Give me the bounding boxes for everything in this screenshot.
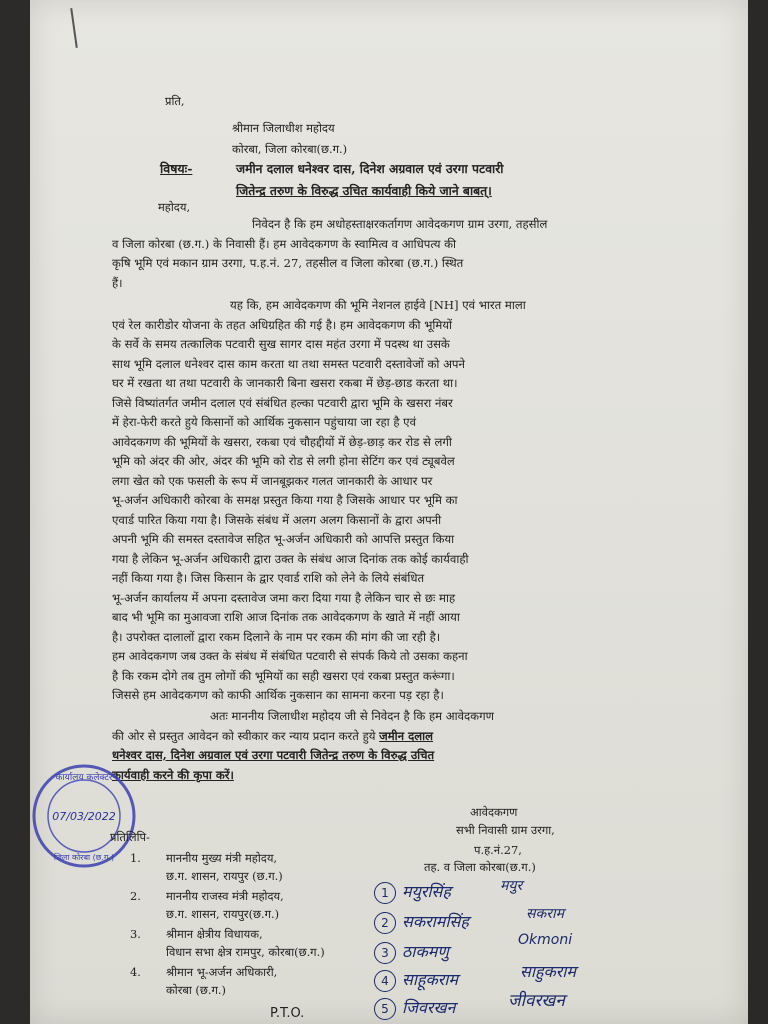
sig-num: 2 (374, 912, 396, 934)
subject-line2: जितेन्द्र तरुण के विरुद्ध उचित कार्यवाही किये जाने बाबत्। (236, 183, 492, 198)
signature-scribble: साहुकराम (520, 962, 577, 981)
signature-5 (374, 996, 455, 1020)
copy-item-line1: श्रीमान भू-अर्जन अधिकारी, (166, 965, 278, 979)
para1-line: हैं। (112, 275, 123, 290)
para2-line: यह कि, हम आवेदकगण की भूमि नेशनल हाईवे [NH] एवं भारत माला (230, 298, 526, 312)
copy-item-line1: माननीय राजस्व मंत्री महोदय, (166, 889, 284, 903)
para2-line: भू-अर्जन कार्यालय में अपना दस्तावेज जमा करा दिया गया है लेकिन चार से छः माह (112, 590, 456, 605)
para2-line: लगा खेत को एक फसली के रूप में जानबूझकर गलत जानकारी के आधार पर (112, 473, 433, 488)
sig-name: मयुरसिंह (402, 882, 451, 901)
para2-line: है कि रकम दोगे तब तुम लोगों की भूमियों का सही खसरा एवं रकबा प्रस्तुत करूंगा। (112, 668, 455, 683)
para3-line2 (112, 727, 596, 747)
copy-item-num: 3. (130, 927, 141, 941)
sig-num: 5 (374, 998, 396, 1020)
applicants-line1: सभी निवासी ग्राम उरगा, (456, 823, 555, 837)
subject-label: विषयः- (160, 161, 193, 176)
para2-line: अपनी भूमि की समस्त दस्तावेज सहित भू-अर्जन अधिकारी को आपत्ति प्रस्तुत किया (112, 532, 455, 546)
office-stamp (30, 762, 138, 870)
stamp-date: 07/03/2022 (52, 810, 116, 823)
addressee-line1: श्रीमान जिलाधीश महोदय (232, 121, 335, 135)
paragraph-2 (112, 296, 596, 706)
stamp-text-bottom: जिला कोरबा (छ.ग.) (53, 853, 115, 862)
signature-scribble: Okmoni (518, 932, 573, 948)
signature-4 (374, 968, 458, 992)
applicants-line2: प.ह.नं.27, (474, 843, 522, 857)
para1-line: कृषि भूमि एवं मकान ग्राम उरगा, प.ह.नं. 27, तहसील व जिला कोरबा (छ.ग.) स्थित (112, 256, 464, 270)
para2-line: गया है लेकिन भू-अर्जन अधिकारी द्वारा उक्त के संबंध आज दिनांक तक कोई कार्यवाही (112, 551, 469, 566)
para1-line: निवेदन है कि हम अधोहस्ताक्षरकर्तागण आवेदकगण ग्राम उरगा, तहसील (252, 217, 548, 231)
signature-scribble: जीवरखन (508, 991, 565, 1011)
addressee-line2: कोरबा, जिला कोरबा(छ.ग.) (232, 142, 348, 156)
copy-item-line2: विधान सभा क्षेत्र रामपुर, कोरबा(छ.ग.) (166, 945, 325, 959)
para3-line1: अतः माननीय जिलाधीश महोदय जी से निवेदन है कि हम आवेदकगण (210, 709, 494, 723)
para2-line: आवेदकगण की भूमियों के खसरा, रकबा एवं चौहद्दीयों में छेड़-छाड़ कर रोड से लगी (112, 434, 452, 449)
signature-scribble: मयुर (500, 878, 523, 894)
para2-line: बाद भी भूमि का मुआवजा राशि आज दिनांक तक आवेदकगण के खाते में नहीं आया (112, 610, 460, 624)
copy-item-num: 1. (130, 851, 141, 865)
subject-line1: जमीन दलाल धनेश्वर दास, दिनेश अग्रवाल एवं उरगा पटवारी (236, 161, 504, 176)
para2-line: में हेरा-फेरी करते हुये किसानों को आर्थिक नुकसान पहुंचाया जा रहा है एवं (112, 415, 417, 429)
sig-num: 4 (374, 970, 396, 992)
applicants-title: आवेदकगण (470, 805, 518, 819)
stamp-text-top: कार्यालय कलेक्टर (55, 773, 113, 783)
paragraph-1 (112, 215, 596, 293)
copy-item-num: 2. (130, 889, 141, 903)
para3-line3: धनेश्वर दास, दिनेश अग्रवाल एवं उरगा पटवारी जितेन्द्र तरुण के विरुद्ध उचित (112, 748, 435, 762)
copy-item-line2: छ.ग. शासन, रायपुर(छ.ग.) (166, 907, 280, 921)
applicants-line3: तह. व जिला कोरबा(छ.ग.) (424, 860, 536, 874)
salutation: महोदय, (158, 200, 191, 214)
staple-mark (70, 8, 78, 48)
para2-line: जिससे हम आवेदकगण को काफी आर्थिक नुकसान का सामना करना पड़ रहा है। (112, 688, 444, 702)
sig-name: जिवरखन (402, 998, 456, 1017)
copy-item-line2: कोरबा (छ.ग.) (166, 983, 226, 997)
para2-line: है। उपरोक्त दालालों द्वारा रकम दिलाने के नाम पर रकम की मांग की जा रही है। (112, 629, 441, 644)
para2-line: एवार्ड पारित किया गया है। जिसके संबंध में अलग अलग किसानों के द्वारा अपनी (112, 512, 442, 527)
paragraph-3 (112, 707, 596, 785)
copy-to-title: प्रतिलिपि- (110, 830, 150, 844)
signature-2 (374, 910, 469, 934)
signature-3 (374, 940, 449, 964)
para2-line: घर में रखता था तथा पटवारी के जानकारी बिना खसरा रकबा में छेड़-छाड करता था। (112, 376, 458, 390)
para2-line: साथ भूमि दलाल धनेश्वर दास काम करता था तथा समस्त पटवारी दस्तावेजों को अपने (112, 356, 465, 371)
para2-line: नहीं किया गया है। जिस किसान के द्वार एवार्ड राशि को लेने के लिये संबंधित (112, 571, 425, 585)
para3-line2-bold: जमीन दलाल (379, 728, 434, 743)
para1-line: व जिला कोरबा (छ.ग.) के निवासी हैं। हम आवेदकगण के स्वामित्व व आधिपत्य की (112, 236, 457, 251)
signature-1 (374, 880, 451, 904)
prati-label: प्रति, (165, 94, 185, 108)
sig-name: सकरामसिंह (402, 912, 469, 931)
copy-item-line1: श्रीमान क्षेत्रीय विधायक, (166, 927, 263, 941)
sig-num: 3 (374, 942, 396, 964)
para3-line2-plain: की ओर से प्रस्तुत आवेदन को स्वीकार कर न्याय प्रदान करते हुये (112, 728, 376, 743)
copy-item-num: 4. (130, 965, 141, 979)
para3-line4: कार्यवाही करने की कृपा करें। (112, 767, 234, 782)
pto-footer: P.T.O. (270, 1006, 305, 1021)
copy-item-line2: छ.ग. शासन, रायपुर (छ.ग.) (166, 869, 283, 883)
signature-scribble: सकराम (526, 906, 564, 922)
sig-name: ठाकमणु (402, 942, 449, 961)
para2-line: जिसे विष्यांतर्गत जमीन दलाल एवं संबंधित हल्का पटवारी द्वारा भूमि के खसरा नंबर (112, 395, 453, 410)
para2-line: एवं रेल कारीडोर योजना के तहत अधिग्रहित की गई है। हम आवेदकगण की भूमियों (112, 317, 453, 332)
copy-item-line1: माननीय मुख्य मंत्री महोदय, (166, 851, 278, 865)
para2-line: भू-अर्जन अधिकारी कोरबा के समक्ष प्रस्तुत किया गया है जिसके आधार पर भूमि का (112, 493, 458, 507)
sig-num: 1 (374, 882, 396, 904)
para2-line: के सर्वे के समय तत्कालिक पटवारी सुख सागर दास महंत उरगा में पदस्थ था उसके (112, 337, 450, 351)
para2-line: भूमि को अंदर की ओर, अंदर की भूमि को रोड से लगी होना सेटिंग कर एवं ट्यूबवेल (112, 454, 455, 468)
sig-name: साहूकराम (402, 970, 459, 989)
para2-line: हम आवेदकगण जब उक्त के संबंध में संबंधित पटवारी से संपर्क किये तो उसका कहना (112, 649, 468, 663)
